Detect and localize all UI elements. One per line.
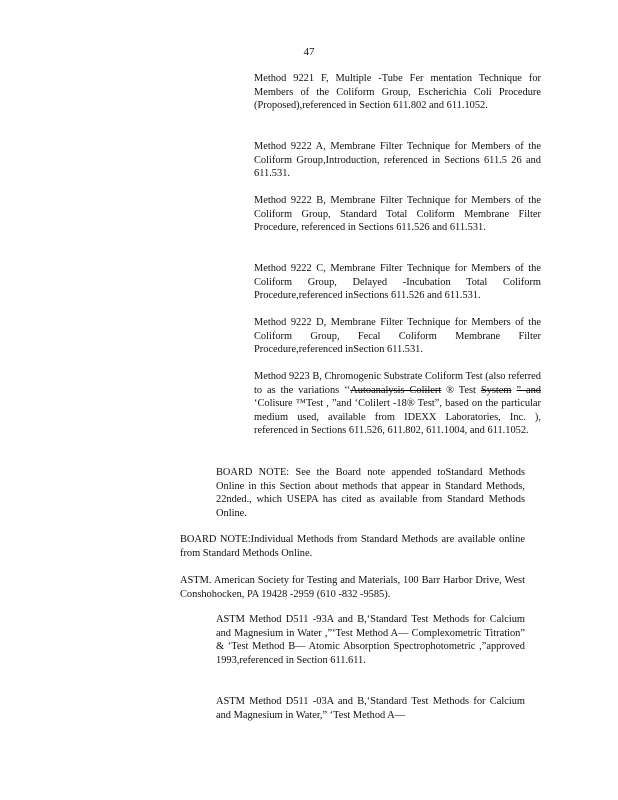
method-9222d-paragraph: Method 9222 D, Membrane Filter Technique for Members of the Coliform Group, Fecal Coliform Membrane Filter Procedure,referenced inSection 611.531. <box>254 317 541 356</box>
astm-d511-93a-paragraph: ASTM Method D511 -93A and B,‘Standard Test Methods for Calcium and Magnesium in Water ,”‘Test Method A— Complexometric Titration” & ‘Test Method B— Atomic Absorption Spectrophotometric ,”approved 1993,referenced in Section 611.611. <box>216 614 525 666</box>
board-note-standard-methods-online: BOARD NOTE: See the Board note appended toStandard Methods Online in this Section about methods that appear in Standard Methods, 22nded., which USEPA has cited as available from Standard Methods Online. <box>216 467 525 519</box>
board-note-individual-methods: BOARD NOTE:Individual Methods from Standard Methods are available online from Standard Methods Online. <box>180 534 525 559</box>
method-9223b-struck-3: ” and <box>516 384 541 396</box>
method-9223b-text-1: Method 9223 B, Chromogenic Substrate Coliform Test (also referred to as the variations ‘‘ <box>254 371 541 396</box>
method-9223b-text-4: ‘Colisure ™Test , ”and ‘Colilert -18® Test”, based on the particular medium used, available from IDEXX Laboratories, Inc. ), referenced in Sections 611.526, 611.802, 611.1004, and 611.1052. <box>254 398 541 437</box>
method-9222a-paragraph: Method 9222 A, Membrane Filter Technique for Members of the Coliform Group,Introduction, referenced in Sections 611.5 26 and 611.531. <box>254 141 541 180</box>
method-9222b-paragraph: Method 9222 B, Membrane Filter Technique for Members of the Coliform Group, Standard Total Coliform Membrane Filter Procedure, referenced in Sections 611.526 and 611.531. <box>254 195 541 234</box>
page-number: 47 <box>303 46 315 58</box>
method-9223b-paragraph <box>254 370 541 438</box>
method-9223b-struck-1: Autoanalysis Colilert <box>350 384 442 396</box>
method-9223b-struck-2: System <box>480 384 512 396</box>
method-9223b-text-2: ® Test <box>441 384 476 396</box>
astm-d511-03a-paragraph: ASTM Method D511 -03A and B,‘Standard Test Methods for Calcium and Magnesium in Water,” ‘Test Method A— <box>216 696 525 721</box>
method-9221f-paragraph: Method 9221 F, Multiple -Tube Fer mentation Technique for Members of the Coliform Group, Escherichia Coli Procedure (Proposed),referenced in Section 611.802 and 611.1052. <box>254 73 541 112</box>
method-9222c-paragraph: Method 9222 C, Membrane Filter Technique for Members of the Coliform Group, Delayed -Incubation Total Coliform Procedure,referenced inSections 611.526 and 611.531. <box>254 263 541 302</box>
astm-intro-paragraph: ASTM. American Society for Testing and Materials, 100 Barr Harbor Drive, West Conshohocken, PA 19428 -2959 (610 -832 -9585). <box>180 575 525 600</box>
